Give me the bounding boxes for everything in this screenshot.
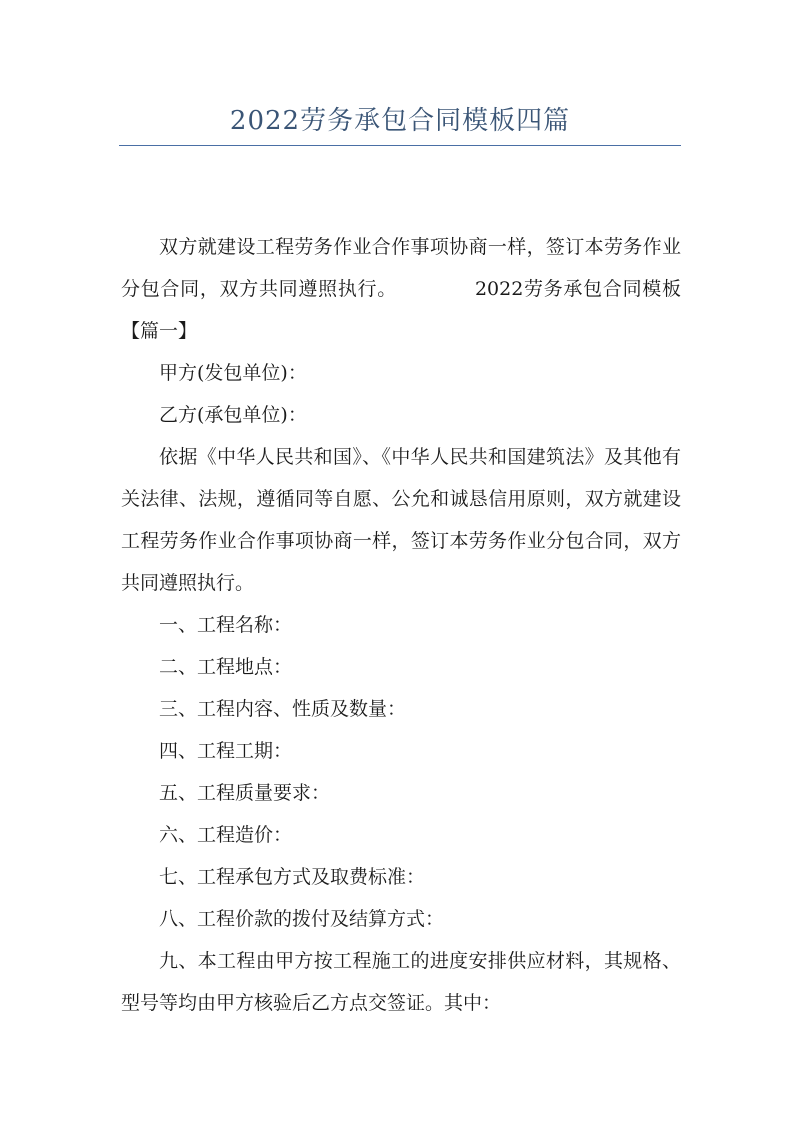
- clause-material-supply: 九、本工程由甲方按工程施工的进度安排供应材料，其规格、型号等均由甲方核验后乙方点交签证。其中：: [121, 950, 681, 1014]
- clause-project-duration: 四、工程工期：: [159, 740, 293, 762]
- title-divider: [119, 145, 681, 146]
- document-body: [121, 226, 681, 1024]
- intro-paragraph: [121, 226, 681, 352]
- party-b-line: 乙方(承包单位)：: [159, 404, 307, 426]
- section-heading: 2022劳务承包合同模板【篇一】: [121, 278, 681, 342]
- clause-project-content: 三、工程内容、性质及数量：: [159, 698, 407, 720]
- clause-quality-requirements: 五、工程质量要求：: [159, 782, 331, 804]
- clause-project-cost: 六、工程造价：: [159, 824, 293, 846]
- document-title: 2022劳务承包合同模板四篇: [229, 106, 571, 136]
- clause-payment-settlement: 八、工程价款的拨付及结算方式：: [159, 908, 445, 930]
- party-a-line: 甲方(发包单位)：: [159, 362, 307, 384]
- legal-basis-paragraph: 依据《中华人民共和国》、《中华人民共和国建筑法》及其他有关法律、法规，遵循同等自愿、公允和诚恳信用原则，双方就建设工程劳务作业合作事项协商一样，签订本劳务作业分包合同，双方共同遵照执行。: [121, 446, 681, 594]
- intro-text: 双方就建设工程劳务作业合作事项协商一样，签订本劳务作业分包合同，双方共同遵照执行。: [121, 236, 681, 300]
- clause-project-name: 一、工程名称：: [159, 614, 293, 636]
- clause-contract-method: 七、工程承包方式及取费标准：: [159, 866, 426, 888]
- clause-project-location: 二、工程地点：: [159, 656, 293, 678]
